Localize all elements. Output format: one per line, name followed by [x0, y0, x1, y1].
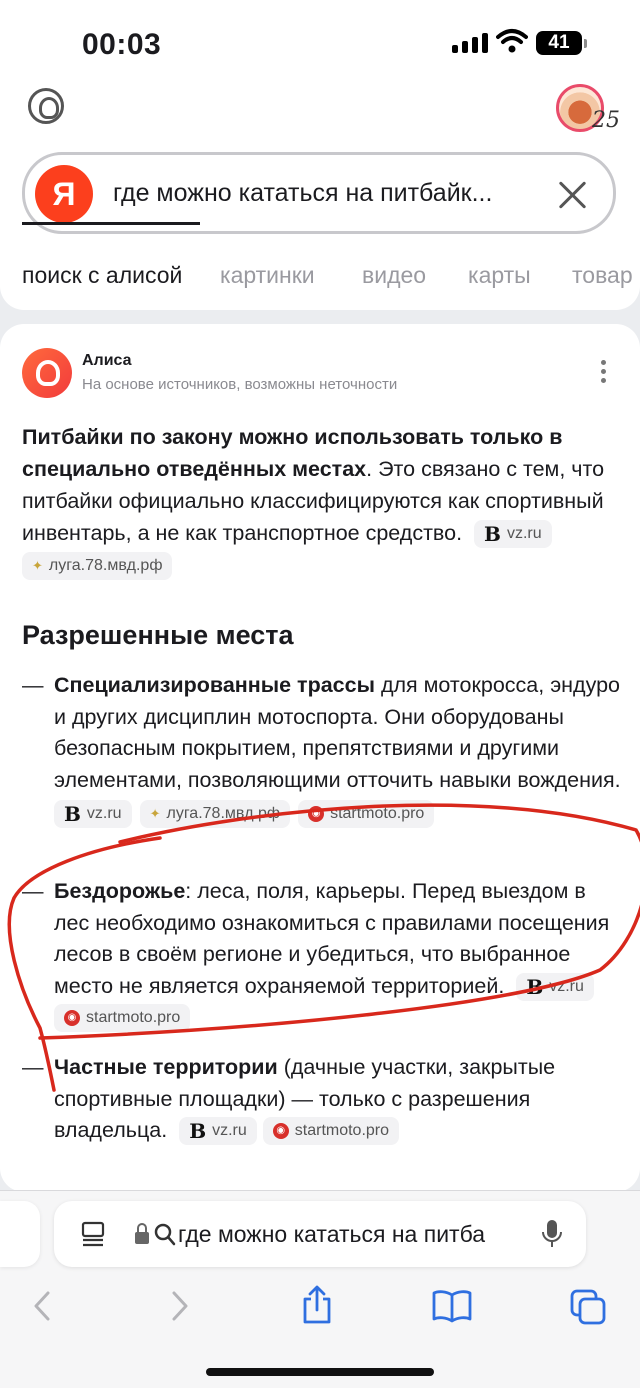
home-indicator[interactable] — [206, 1368, 434, 1376]
item-bold: Частные территории — [54, 1055, 278, 1079]
item-bold: Специализированные трассы — [54, 673, 375, 697]
tabs-icon[interactable] — [570, 1289, 606, 1325]
more-options-icon[interactable] — [601, 360, 607, 386]
mvd-logo-icon: ✦ — [149, 806, 161, 821]
alice-logo-icon — [22, 348, 72, 398]
clear-icon[interactable] — [555, 177, 591, 213]
url-text[interactable]: где можно кататься на питба — [178, 1221, 486, 1247]
tab-maps[interactable]: карты — [468, 262, 531, 288]
source-chip[interactable]: ◉ startmoto.pro — [263, 1117, 399, 1145]
list-dash: — — [22, 1055, 44, 1079]
bookmarks-icon[interactable] — [432, 1289, 472, 1323]
list-item — [22, 1052, 622, 1147]
answer-intro — [22, 421, 612, 581]
tab-goods[interactable]: товар — [572, 262, 633, 288]
item-bold: Бездорожье — [54, 879, 186, 903]
section-title: Разрешенные места — [22, 620, 294, 650]
active-tab-indicator — [22, 222, 200, 225]
intro-text: . Это связано с тем, что питбайки официально классифицируются как спортивный инвентарь, а не как транспортное средство. — [22, 457, 605, 545]
share-icon[interactable] — [300, 1285, 334, 1325]
source-chip[interactable]: ◉ startmoto.pro — [54, 1004, 190, 1032]
wifi-icon — [496, 28, 528, 54]
yandex-logo-icon[interactable]: Я — [35, 165, 93, 223]
vz-logo-icon: B — [526, 974, 544, 999]
item-text: : леса, поля, карьеры. Перед выездом в лес необходимо ознакомиться с правилами посещения лесов в своём регионе и убедиться, что выбранное место не является охраняемой территорией. — [54, 879, 610, 998]
source-chip[interactable]: ✦ луга.78.мвд.рф — [140, 800, 290, 828]
status-bar — [0, 0, 640, 88]
intro-bold: Питбайки по закону можно использовать только в специально отведённых местах — [22, 425, 563, 481]
tab-alice-search[interactable]: поиск с алисой — [22, 262, 183, 288]
answer-source-name: Алиса — [82, 352, 132, 369]
mvd-logo-icon: ✦ — [32, 558, 43, 574]
list-dash: — — [22, 879, 44, 903]
alice-answer-card — [0, 324, 640, 1192]
answer-source-subtitle: На основе источников, возможны неточности — [82, 376, 398, 393]
battery-icon: 41 — [536, 31, 582, 55]
previous-tab-pill[interactable] — [0, 1201, 40, 1267]
source-chip[interactable]: ◉ startmoto.pro — [298, 800, 434, 828]
source-chip[interactable]: B vz.ru — [179, 1117, 257, 1145]
item-text: (дачные участки, закрытые спортивные площадки) — только с разрешения владельца. — [54, 1055, 556, 1142]
item-text: для мотокросса, эндуро и других дисциплин мотоспорта. Они оборудованы безопасным покрытием, препятствиями и другими элементами, позволяющими отточить навыки вождения. — [54, 673, 621, 792]
startmoto-logo-icon: ◉ — [273, 1123, 289, 1139]
search-tabs — [0, 262, 640, 302]
alice-icon[interactable] — [28, 88, 64, 124]
mic-icon[interactable] — [542, 1219, 562, 1249]
list-dash: — — [22, 673, 44, 697]
battery-tip — [584, 39, 587, 48]
startmoto-logo-icon: ◉ — [308, 806, 324, 822]
tab-images[interactable]: картинки — [220, 262, 315, 288]
search-icon — [154, 1222, 176, 1246]
vz-logo-icon: B — [189, 1119, 207, 1144]
vz-logo-icon: B — [64, 802, 81, 826]
search-input[interactable]: где можно кататься на питбайк... — [113, 179, 493, 207]
source-chip[interactable]: B vz.ru — [54, 800, 132, 828]
source-chip[interactable]: B vz.ru — [516, 973, 594, 1001]
forward-icon[interactable] — [168, 1289, 192, 1323]
vz-logo-icon: B — [484, 522, 501, 547]
status-time: 00:03 — [82, 28, 162, 61]
startmoto-logo-icon: ◉ — [64, 1010, 80, 1026]
search-header — [0, 88, 640, 310]
avatar-badge: 25 — [592, 108, 620, 133]
source-chip[interactable]: B vz.ru — [474, 520, 552, 548]
address-bar[interactable] — [54, 1201, 586, 1267]
list-item — [22, 670, 622, 828]
cellular-signal-icon — [452, 33, 488, 53]
source-chip[interactable]: ✦ луга.78.мвд.рф — [22, 552, 172, 580]
back-icon[interactable] — [30, 1289, 54, 1323]
tabs-list-icon[interactable] — [80, 1221, 106, 1247]
tab-video[interactable]: видео — [362, 262, 427, 288]
browser-toolbar — [0, 1190, 640, 1388]
list-item — [22, 876, 622, 1034]
lock-icon — [134, 1222, 150, 1246]
